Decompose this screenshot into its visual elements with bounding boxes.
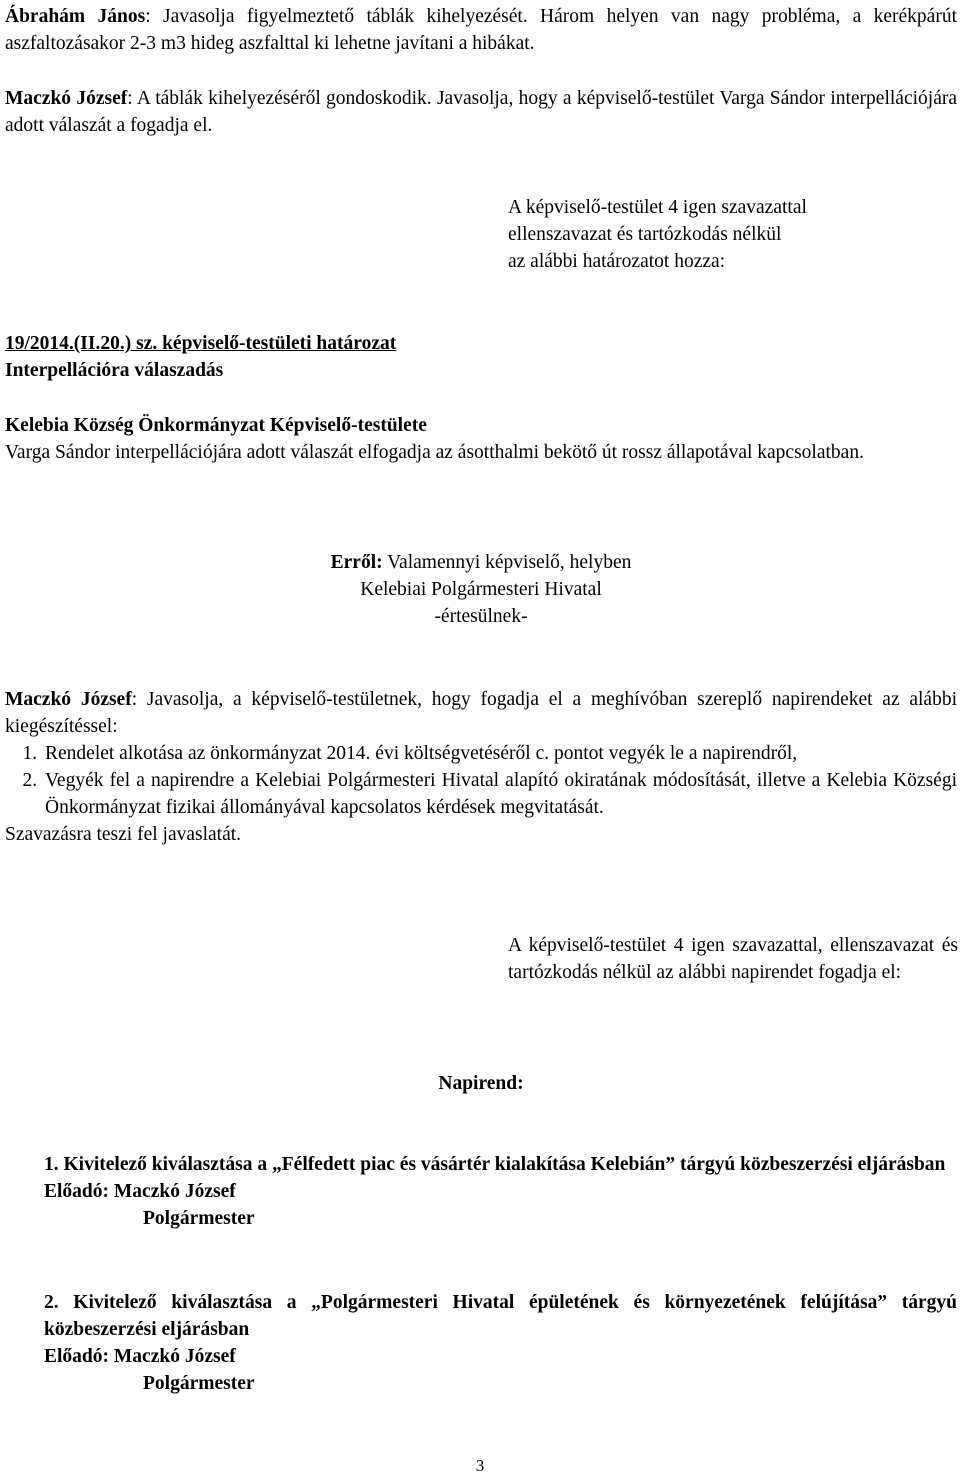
notify-line-3: -értesülnek-: [434, 606, 528, 627]
paragraph-text: : Javasolja figyelmeztető táblák kihelyezését. Három helyen van nagy probléma, a kerékpárút aszfaltozásakor 2-3 m3 hideg aszfalttal ki lehetne javítani a hibákat.: [5, 6, 957, 54]
vote-statement-2: A képviselő-testület 4 igen szavazattal, ellenszavazat és tartózkodás nélkül az alábbi napirendet fogadja el:: [508, 935, 958, 983]
paragraph-abraham: [5, 3, 957, 57]
speaker-name: Maczkó József: [5, 689, 132, 710]
resolution-body-title: Kelebia Község Önkormányzat Képviselő-testülete: [5, 415, 427, 436]
proposal-closing: Szavazásra teszi fel javaslatát.: [5, 824, 242, 845]
page-number: 3: [475, 1456, 485, 1475]
resolution-body-text: Varga Sándor interpellációjára adott válaszát elfogadja az ásotthalmi bekötő út rossz állapotával kapcsolatban.: [5, 442, 864, 463]
agenda-item-role: Polgármester: [143, 1208, 255, 1229]
proposal-text: Maczkó József: Javasolja, a képviselő-testületnek, hogy fogadja el a meghívóban szereplő napirendeket az alábbi kiegészítéssel:: [5, 689, 958, 737]
notify-label: Erről:: [330, 552, 383, 573]
vote-statement-1: [508, 194, 958, 275]
resolution-body: [5, 412, 957, 466]
resolution-block: [5, 330, 957, 384]
list-item: 2. Vegyék fel a napirendre a Kelebiai Polgármesteri Hivatal alapító okiratának módosítását, illetve a Kelebia Községi Önkormányzat fizikai állományával kapcsolatos kérdések megvitatását.: [42, 767, 957, 821]
agenda-heading: Napirend:: [438, 1073, 524, 1094]
paragraph-maczko-2: [5, 686, 957, 848]
agenda-item-2: [44, 1289, 957, 1397]
agenda-item-1: [44, 1151, 957, 1232]
vote-line: az alábbi határozatot hozza:: [508, 251, 726, 272]
agenda-item-presenter: Előadó: Maczkó József: [44, 1346, 236, 1367]
list-item: 1. Rendelet alkotása az önkormányzat 2014. évi költségvetéséről c. pontot vegyék le a napirendről,: [42, 740, 957, 767]
agenda-item-title: 2. Kivitelező kiválasztása a „Polgármesteri Hivatal épületének és környezetének felújítása” tárgyú közbeszerzési eljárásban: [44, 1292, 957, 1340]
agenda-item-role: Polgármester: [143, 1373, 255, 1394]
proposal-list: [5, 740, 957, 821]
notification-block: [5, 549, 957, 630]
notify-line-2: Kelebiai Polgármesteri Hivatal: [360, 579, 602, 600]
vote-line: ellenszavazat és tartózkodás nélkül: [508, 224, 782, 245]
speaker-name: Maczkó József: [5, 88, 128, 109]
paragraph-maczko-1: [5, 85, 957, 139]
resolution-subject: Interpellációra válaszadás: [5, 360, 224, 381]
notify-line-1: Erről: Valamennyi képviselő, helyben: [330, 552, 632, 573]
agenda-item-title: 1. Kivitelező kiválasztása a „Félfedett piac és vásártér kialakítása Kelebián” tárgyú közbeszerzési eljárásban: [44, 1154, 946, 1175]
speaker-name: Ábrahám János: [5, 6, 146, 27]
resolution-number: 19/2014.(II.20.) sz. képviselő-testületi határozat: [5, 333, 397, 354]
paragraph-text: : A táblák kihelyezéséről gondoskodik. Javasolja, hogy a képviselő-testület Varga Sándor interpellációjára adott válaszát a fogadja el.: [5, 88, 957, 136]
vote-line: A képviselő-testület 4 igen szavazattal: [508, 197, 807, 218]
agenda-item-presenter: Előadó: Maczkó József: [44, 1181, 236, 1202]
